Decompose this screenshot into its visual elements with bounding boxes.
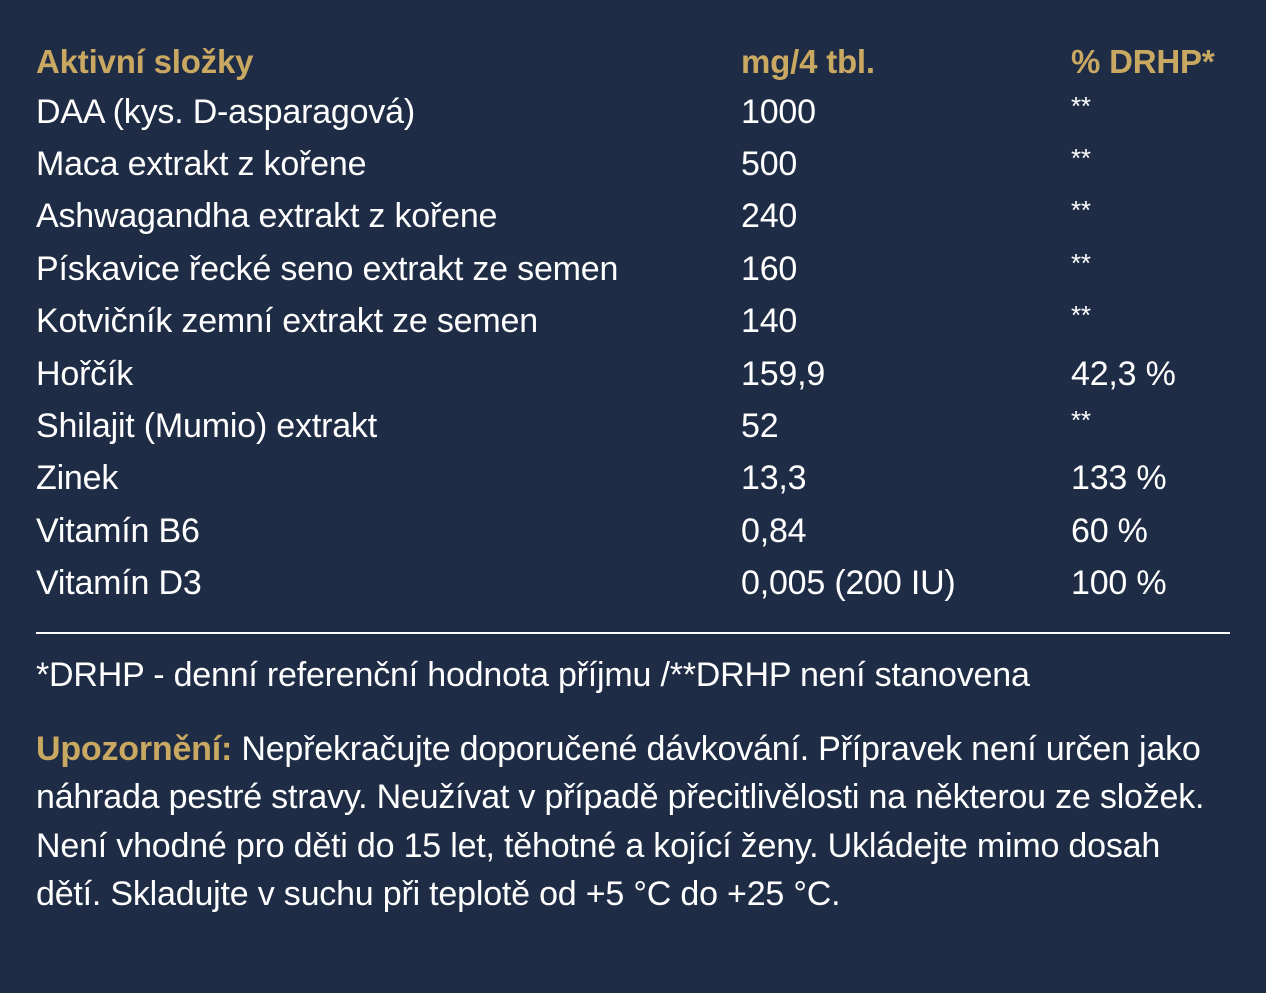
ingredient-name: DAA (kys. D-asparagová) [36, 92, 415, 131]
ingredients-table [36, 38, 1230, 610]
ingredient-name: Hořčík [36, 354, 134, 393]
ingredient-amount: 0,005 (200 IU) [741, 564, 956, 603]
table-row [36, 296, 1230, 348]
divider [36, 632, 1230, 634]
ingredient-drhp: ** [1071, 90, 1091, 121]
ingredient-amount: 160 [741, 249, 798, 288]
ingredient-drhp: 100 % [1071, 564, 1167, 603]
table-row [36, 191, 1230, 243]
ingredient-drhp: 133 % [1071, 459, 1167, 498]
table-header-row [36, 38, 1230, 86]
ingredient-drhp: 60 % [1071, 511, 1148, 550]
table-row [36, 453, 1230, 505]
warning-text: Nepřekračujte doporučené dávkování. Přípravek není určen jako náhrada pestré stravy. Neužívat v případě přecitlivělosti na některou ze složek. Není vhodné pro děti do 15 let, těhotné a kojící ženy. Ukládejte mimo dosah dětí. Skladujte v suchu při teplotě od +5 °C do +25 °C. [36, 729, 1205, 914]
table-row [36, 400, 1230, 452]
header-active-ingredients: Aktivní složky [36, 43, 254, 80]
ingredient-amount: 240 [741, 197, 798, 236]
table-row [36, 86, 1230, 138]
table-row [36, 558, 1230, 610]
ingredient-name: Zinek [36, 459, 119, 498]
ingredient-drhp: ** [1071, 300, 1091, 331]
warning-label: Upozornění: [36, 729, 233, 768]
header-drhp: % DRHP* [1071, 43, 1215, 80]
table-row [36, 243, 1230, 295]
footnote: *DRHP - denní referenční hodnota příjmu /**DRHP není stanovena [36, 655, 1030, 694]
ingredient-amount: 52 [741, 407, 779, 446]
table-row [36, 138, 1230, 190]
table-row [36, 348, 1230, 400]
ingredient-name: Vitamín D3 [36, 564, 202, 603]
ingredient-drhp: 42,3 % [1071, 354, 1176, 393]
table-row [36, 505, 1230, 557]
ingredient-drhp: ** [1071, 247, 1091, 278]
ingredient-drhp: ** [1071, 405, 1091, 436]
ingredient-drhp: ** [1071, 143, 1091, 174]
ingredient-amount: 500 [741, 145, 798, 184]
ingredient-amount: 140 [741, 302, 798, 341]
ingredient-name: Vitamín B6 [36, 511, 200, 550]
ingredient-name: Maca extrakt z kořene [36, 145, 367, 184]
ingredient-name: Pískavice řecké seno extrakt ze semen [36, 249, 619, 288]
warning-paragraph [36, 725, 1230, 919]
ingredient-amount: 159,9 [741, 354, 826, 393]
ingredient-amount: 13,3 [741, 459, 807, 498]
ingredient-name: Ashwagandha extrakt z kořene [36, 197, 498, 236]
ingredient-name: Kotvičník zemní extrakt ze semen [36, 302, 538, 341]
header-amount: mg/4 tbl. [741, 43, 875, 80]
ingredient-amount: 1000 [741, 92, 816, 131]
ingredient-drhp: ** [1071, 195, 1091, 226]
ingredient-name: Shilajit (Mumio) extrakt [36, 407, 377, 446]
ingredient-amount: 0,84 [741, 511, 807, 550]
